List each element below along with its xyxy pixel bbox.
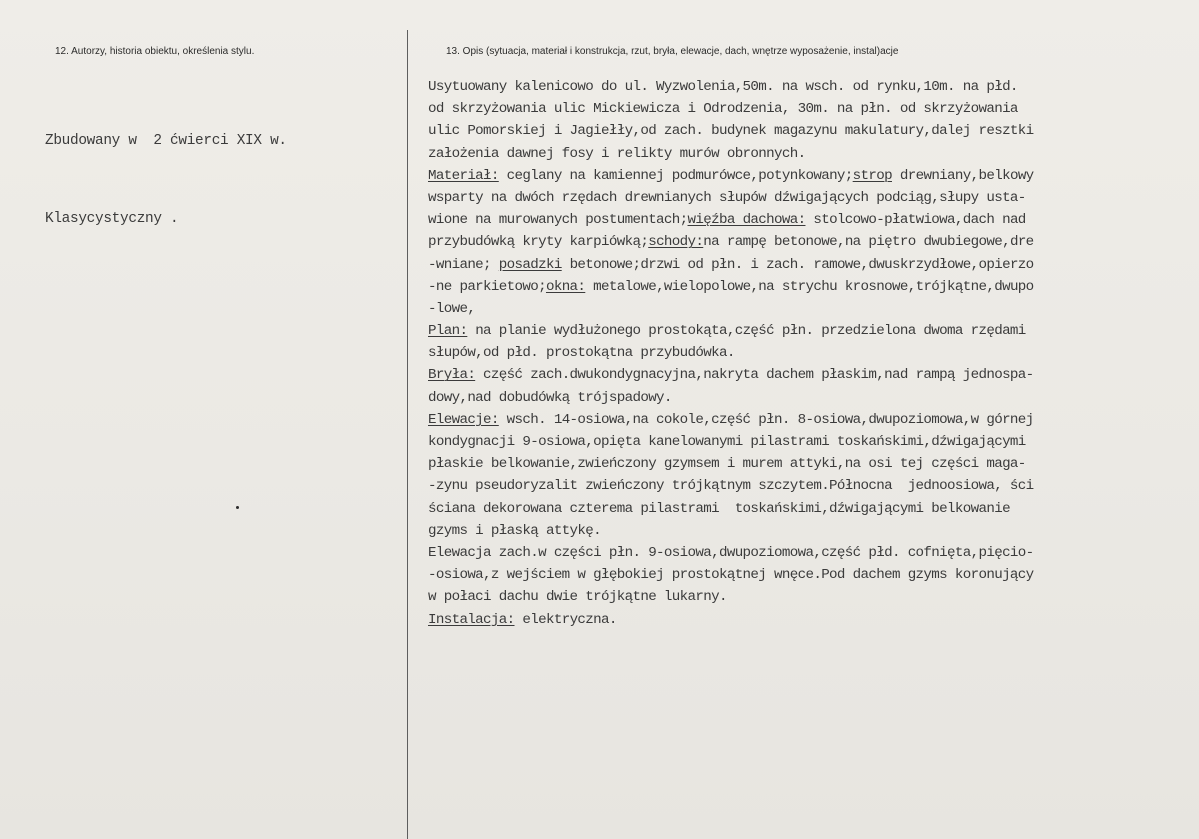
typed-line: [428, 76, 1199, 98]
text-run: Usytuowany kalenicowo do ul. Wyzwolenia,50m. na wsch. od rynku,10m. na płd.: [428, 79, 1018, 95]
underlined-keyword: więźba dachowa:: [687, 212, 806, 229]
typed-line: [428, 298, 1199, 320]
typed-line: [428, 98, 1199, 120]
field-12-header: 12. Autorzy, historia obiektu, określenia stylu.: [55, 46, 255, 57]
text-run: ściana dekorowana czterema pilastrami toskańskimi,dźwigającymi belkowanie: [428, 500, 1010, 517]
typed-line: [428, 187, 1199, 209]
typed-line: [428, 453, 1199, 475]
text-run: elektryczna.: [514, 611, 617, 628]
typed-line: [428, 586, 1199, 608]
text-run: od skrzyżowania ulic Mickiewicza i Odrodzenia, 30m. na płn. od skrzyżowania: [428, 101, 1018, 118]
underlined-keyword: posadzki: [498, 256, 562, 273]
typed-line: [428, 165, 1199, 187]
text-run: w połaci dachu dwie trójkątne lukarny.: [428, 589, 727, 606]
text-run: przybudówką kryty karpiówką;: [428, 234, 649, 251]
text-run: wsch. 14-osiowa,na cokole,część płn. 8-osiowa,dwupoziomowa,w górnej: [498, 411, 1034, 428]
underlined-keyword: Bryła:: [428, 367, 476, 384]
typed-line: Klasycystyczny .: [45, 211, 179, 227]
typed-line: [428, 209, 1199, 231]
typed-line: [428, 143, 1199, 165]
underlined-keyword: Materiał:: [428, 167, 499, 184]
typed-line: [428, 564, 1199, 586]
typed-line: [428, 120, 1199, 142]
typed-line: [428, 254, 1199, 276]
text-run: Elewacja zach.w części płn. 9-osiowa,dwupoziomowa,część płd. cofnięta,pięcio-: [428, 544, 1034, 561]
underlined-keyword: strop: [852, 167, 892, 184]
text-run: ulic Pomorskiej i Jagiełły,od zach. budynek magazynu makulatury,dalej resztki: [428, 123, 1034, 140]
text-run: słupów,od płd. prostokątna przybudówka.: [428, 345, 735, 362]
text-run: dowy,nad dobudówką trójspadowy.: [428, 389, 672, 406]
text-run: wione na murowanych postumentach;: [428, 212, 688, 229]
typed-line: [428, 431, 1199, 453]
typed-line: [428, 364, 1199, 386]
text-run: kondygnacji 9-osiowa,opięta kanelowanymi pilastrami toskańskimi,dźwigającymi: [428, 434, 1026, 450]
text-run: -wniane;: [428, 256, 499, 273]
text-run: wsparty na dwóch rzędach drewnianych słupów dźwigających podciąg,słupy usta-: [428, 189, 1026, 206]
typed-line: [428, 409, 1199, 431]
column-divider: [407, 30, 408, 839]
text-run: część zach.dwukondygnacyjna,nakryta dachem płaskim,nad rampą jednospa-: [475, 367, 1034, 384]
typed-line: [428, 542, 1199, 564]
typed-line: [428, 498, 1199, 520]
text-run: na planie wydłużonego prostokąta,część płn. przedzielona dwoma rzędami: [467, 323, 1026, 340]
text-run: drewniany,belkowy: [892, 167, 1034, 184]
text-run: -osiowa,z wejściem w głębokiej prostokątnej wnęce.Pod dachem gzyms koronujący: [428, 567, 1034, 584]
field-12-text: [45, 76, 395, 284]
text-run: na rampę betonowe,na piętro dwubiegowe,dre: [703, 234, 1034, 251]
field-13-column: [428, 45, 1199, 825]
text-run: betonowe;drzwi od płn. i zach. ramowe,dwuskrzydłowe,opierzo: [561, 256, 1034, 273]
text-run: gzyms i płaską attykę.: [428, 522, 602, 539]
text-run: ceglany na kamiennej podmurówce,potynkowany;: [498, 167, 853, 184]
typed-line: [428, 342, 1199, 364]
text-run: stolcowo-płatwiowa,dach nad: [805, 212, 1026, 229]
ink-speck: [236, 506, 239, 509]
typed-line: [428, 520, 1199, 542]
underlined-keyword: schody:: [648, 234, 704, 251]
underlined-keyword: Plan:: [428, 323, 468, 340]
field-13-text: [428, 76, 1199, 631]
typed-line: [428, 276, 1199, 298]
typed-line: Zbudowany w 2 ćwierci XIX w.: [45, 133, 287, 149]
text-run: płaskie belkowanie,zwieńczony gzymsem i murem attyki,na osi tej części maga-: [428, 456, 1026, 473]
text-run: metalowe,wielopolowe,na strychu krosnowe,trójkątne,dwupo: [585, 278, 1034, 295]
text-run: -ne parkietowo;: [428, 278, 546, 295]
text-run: założenia dawnej fosy i relikty murów obronnych.: [428, 145, 806, 162]
text-run: -zynu pseudoryzalit zwieńczony trójkątnym szczytem.Północna jednoosiowa, ści: [428, 478, 1034, 495]
underlined-keyword: Elewacje:: [428, 411, 499, 428]
typed-line: [428, 231, 1199, 253]
field-12-column: [45, 45, 395, 825]
typed-line: [428, 387, 1199, 409]
underlined-keyword: Instalacja:: [428, 611, 515, 628]
text-run: -lowe,: [428, 300, 476, 317]
typed-line: [428, 320, 1199, 342]
underlined-keyword: okna:: [545, 278, 586, 295]
typed-line: [428, 609, 1199, 631]
typed-line: [428, 475, 1199, 497]
field-13-header: 13. Opis (sytuacja, materiał i konstrukcja, rzut, bryła, elewacje, dach, wnętrze wyposażenie, instal)acje: [446, 46, 899, 57]
